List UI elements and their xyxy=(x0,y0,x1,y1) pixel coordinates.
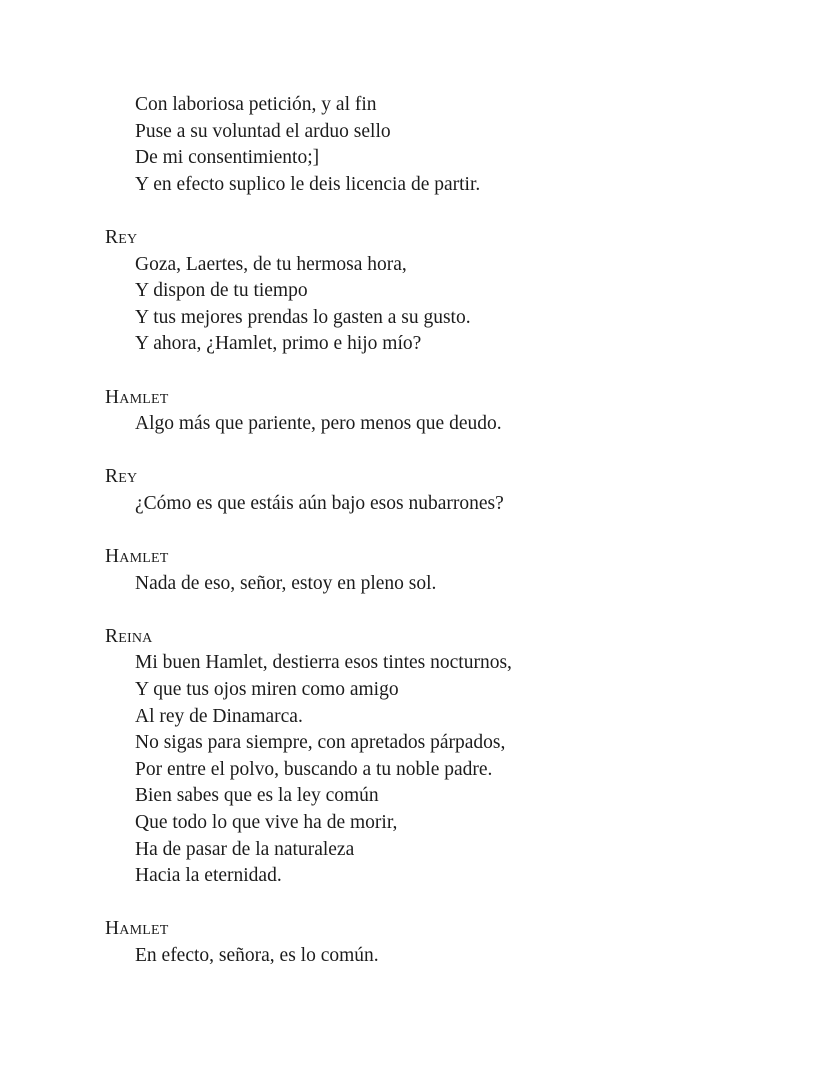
dialogue-line: De mi consentimiento;] xyxy=(135,147,320,169)
speech-block xyxy=(105,544,725,597)
speech-block xyxy=(105,92,725,198)
dialogue-line: Mi buen Hamlet, destierra esos tintes nocturnos, xyxy=(135,652,512,674)
speaker-label-rey: Rey xyxy=(105,466,138,488)
dialogue-line: Al rey de Dinamarca. xyxy=(135,705,303,727)
speech-block xyxy=(105,385,725,438)
speaker-label-hamlet: Hamlet xyxy=(105,546,169,568)
dialogue-line: Puse a su voluntad el arduo sello xyxy=(135,120,391,142)
dialogue-line: Bien sabes que es la ley común xyxy=(135,785,379,807)
dialogue-line: Algo más que pariente, pero menos que deudo. xyxy=(135,413,502,435)
speaker-label-hamlet: Hamlet xyxy=(105,386,169,408)
speaker-label-hamlet: Hamlet xyxy=(105,918,169,940)
speech-block xyxy=(105,624,725,890)
dialogue-line: Y que tus ojos miren como amigo xyxy=(135,679,399,701)
play-script-text xyxy=(105,92,725,970)
speech-block xyxy=(105,225,725,358)
speaker-label-rey: Rey xyxy=(105,226,138,248)
dialogue-line: Nada de eso, señor, estoy en pleno sol. xyxy=(135,572,437,594)
dialogue-line: Y en efecto suplico le deis licencia de partir. xyxy=(135,173,481,195)
dialogue-line: Goza, Laertes, de tu hermosa hora, xyxy=(135,253,407,275)
dialogue-line: En efecto, señora, es lo común. xyxy=(135,945,379,966)
dialogue-line: ¿Cómo es que estáis aún bajo esos nubarrones? xyxy=(135,492,504,514)
dialogue-line: Con laboriosa petición, y al fin xyxy=(135,94,377,115)
speaker-label-reina: Reina xyxy=(105,625,153,647)
speech-block xyxy=(105,464,725,517)
dialogue-line: Hacia la eternidad. xyxy=(135,865,282,887)
dialogue-line: Y dispon de tu tiempo xyxy=(135,280,308,302)
dialogue-line: Que todo lo que vive ha de morir, xyxy=(135,812,398,834)
dialogue-line: No sigas para siempre, con apretados párpados, xyxy=(135,732,506,754)
dialogue-line: Ha de pasar de la naturaleza xyxy=(135,838,355,860)
dialogue-line: Y tus mejores prendas lo gasten a su gusto. xyxy=(135,306,471,328)
dialogue-line: Por entre el polvo, buscando a tu noble padre. xyxy=(135,758,493,780)
speech-block xyxy=(105,916,725,969)
dialogue-line: Y ahora, ¿Hamlet, primo e hijo mío? xyxy=(135,333,422,355)
